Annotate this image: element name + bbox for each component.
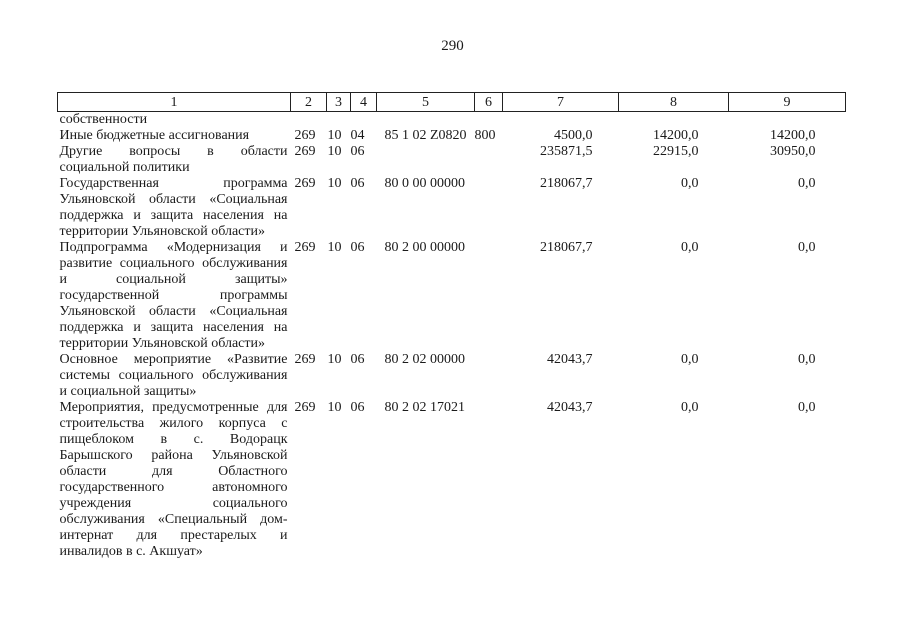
row-amount-year-1: 42043,7 (547, 352, 593, 367)
column-header-7: 7 (503, 93, 619, 112)
row-amount-year-2: 0,0 (681, 176, 699, 191)
row-section-code: 10 (327, 352, 342, 367)
row-ministry-code: 269 (294, 144, 316, 159)
row-subsection-code: 06 (350, 240, 365, 255)
row-ministry-code: 269 (294, 128, 316, 143)
row-amount-year-3 (729, 112, 846, 129)
column-header-3: 3 (327, 93, 351, 112)
row-section-code: 10 (327, 240, 342, 255)
row-amount-year-3: 0,0 (798, 352, 816, 367)
row-ministry-code (291, 112, 327, 129)
row-ministry-code: 269 (294, 400, 316, 415)
row-amount-year-3: 0,0 (798, 400, 816, 415)
row-expense-type-code (475, 176, 503, 240)
row-amount-year-3: 14200,0 (770, 128, 816, 143)
row-name: Другие вопросы в области социальной политики (59, 144, 288, 175)
row-amount-year-3: 0,0 (798, 176, 816, 191)
column-header-9: 9 (729, 93, 846, 112)
row-target-item-code (377, 144, 475, 176)
row-ministry-code: 269 (294, 240, 316, 255)
table-row (58, 352, 846, 400)
table-row (58, 112, 846, 129)
row-target-item-code: 80 2 02 17021 (384, 400, 465, 415)
column-header-1: 1 (58, 93, 291, 112)
table-row (58, 400, 846, 560)
row-target-item-code: 80 2 02 00000 (384, 352, 465, 367)
table-row (58, 128, 846, 144)
row-expense-type-code (475, 144, 503, 176)
budget-table (57, 92, 846, 560)
table-row (58, 176, 846, 240)
row-ministry-code: 269 (294, 176, 316, 191)
row-section-code: 10 (327, 176, 342, 191)
row-name: собственности (59, 112, 148, 127)
column-header-4: 4 (351, 93, 377, 112)
row-subsection-code: 06 (350, 176, 365, 191)
row-expense-type-code (475, 352, 503, 400)
row-target-item-code (377, 112, 475, 129)
row-amount-year-2 (619, 112, 729, 129)
row-target-item-code: 80 2 00 00000 (384, 240, 465, 255)
row-name: Основное мероприятие «Развитие системы социального обслуживания и социальной защиты» (59, 352, 288, 399)
page-number: 290 (441, 38, 464, 54)
row-section-code: 10 (327, 400, 342, 415)
row-amount-year-1: 4500,0 (554, 128, 593, 143)
row-subsection-code: 06 (350, 400, 365, 415)
row-ministry-code: 269 (294, 352, 316, 367)
row-expense-type-code: 800 (474, 128, 496, 143)
row-name: Мероприятия, предусмотренные для строительства жилого корпуса с пищеблоком в с. Водорацк Барышского района Ульяновской области для Областного государственного автономного учреждения социального обслуживания «Специальный дом-интернат для престарелых и инвалидов в с. Акшуат» (59, 400, 288, 559)
row-amount-year-1: 218067,7 (540, 240, 593, 255)
row-subsection-code: 06 (350, 352, 365, 367)
row-amount-year-3: 0,0 (798, 240, 816, 255)
row-subsection-code (351, 112, 377, 129)
row-amount-year-1: 42043,7 (547, 400, 593, 415)
row-section-code (327, 112, 351, 129)
row-section-code: 10 (327, 144, 342, 159)
column-header-2: 2 (291, 93, 327, 112)
row-target-item-code: 85 1 02 Z0820 (384, 128, 467, 143)
table-row (58, 144, 846, 176)
row-name: Подпрограмма «Модернизация и развитие социального обслуживания и социальной защиты» государственной программы Ульяновской области «Социальная поддержка и защита населения на территории Ульяновской области» (59, 240, 288, 351)
column-header-8: 8 (619, 93, 729, 112)
row-amount-year-2: 0,0 (681, 352, 699, 367)
row-amount-year-1: 218067,7 (540, 176, 593, 191)
column-header-6: 6 (475, 93, 503, 112)
column-number-header (58, 93, 846, 112)
row-target-item-code: 80 0 00 00000 (384, 176, 465, 191)
row-amount-year-2: 0,0 (681, 400, 699, 415)
row-amount-year-1: 235871,5 (540, 144, 593, 159)
row-amount-year-3: 30950,0 (770, 144, 816, 159)
row-name: Государственная программа Ульяновской области «Социальная поддержка и защита населения на территории Ульяновской области» (59, 176, 288, 239)
row-amount-year-2: 22915,0 (653, 144, 699, 159)
row-subsection-code: 04 (350, 128, 365, 143)
row-subsection-code: 06 (350, 144, 365, 159)
row-amount-year-2: 0,0 (681, 240, 699, 255)
table-row (58, 240, 846, 352)
row-expense-type-code (475, 240, 503, 352)
column-header-5: 5 (377, 93, 475, 112)
row-amount-year-2: 14200,0 (653, 128, 699, 143)
row-name: Иные бюджетные ассигнования (59, 128, 250, 143)
row-amount-year-1 (503, 112, 619, 129)
row-section-code: 10 (327, 128, 342, 143)
row-expense-type-code (475, 112, 503, 129)
row-expense-type-code (475, 400, 503, 560)
